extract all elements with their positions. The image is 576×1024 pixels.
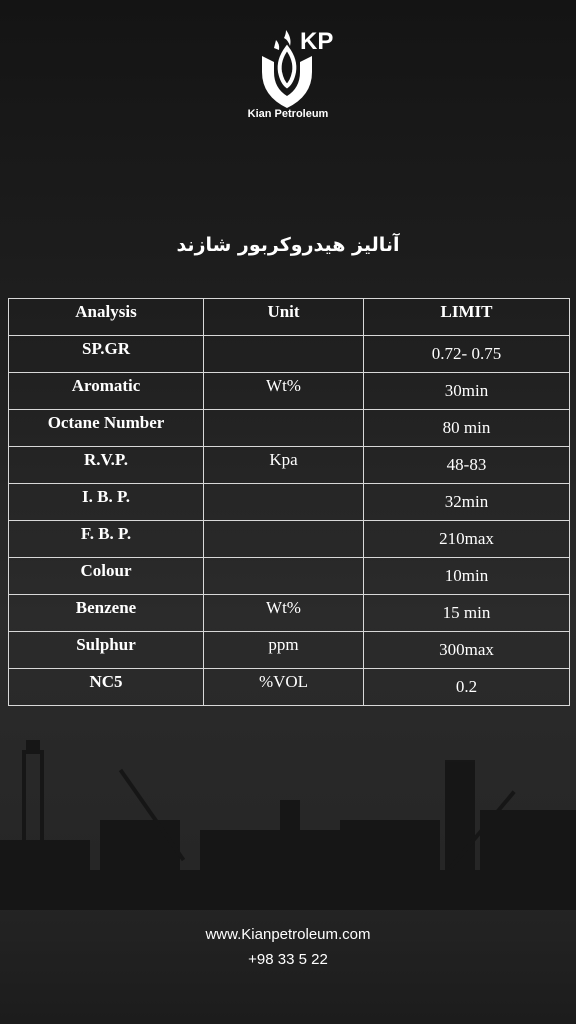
column-header-unit: Unit (204, 299, 364, 336)
column-header-analysis: Analysis (9, 299, 204, 336)
table-row (9, 595, 570, 632)
limit-cell: 0.2 (364, 669, 570, 706)
limit-cell: 210max (364, 521, 570, 558)
column-header-limit: LIMIT (364, 299, 570, 336)
page-title: آنالیز هیدروکربور شازند (176, 234, 400, 256)
limit-cell: 10min (364, 558, 570, 595)
limit-cell: 80 min (364, 410, 570, 447)
table-row (9, 521, 570, 558)
limit-cell: 15 min (364, 595, 570, 632)
unit-cell: Wt% (204, 595, 364, 632)
analysis-cell: Benzene (9, 595, 204, 632)
unit-cell (204, 336, 364, 373)
table-row (9, 373, 570, 410)
unit-cell (204, 558, 364, 595)
table-row (9, 336, 570, 373)
analysis-cell: Aromatic (9, 373, 204, 410)
limit-cell: 48-83 (364, 447, 570, 484)
oil-rig-silhouette (0, 720, 576, 910)
phone-number: +98 33 5 22 (248, 951, 328, 968)
brand-name: Kian Petroleum (247, 108, 329, 120)
unit-cell (204, 410, 364, 447)
unit-cell: Kpa (204, 447, 364, 484)
unit-cell: %VOL (204, 669, 364, 706)
table-row (9, 484, 570, 521)
limit-cell: 32min (364, 484, 570, 521)
table-row (9, 447, 570, 484)
analysis-table (8, 298, 570, 706)
unit-cell: ppm (204, 632, 364, 669)
unit-cell (204, 521, 364, 558)
unit-cell (204, 484, 364, 521)
analysis-cell: Octane Number (9, 410, 204, 447)
analysis-cell: NC5 (9, 669, 204, 706)
limit-cell: 300max (364, 632, 570, 669)
table-row (9, 410, 570, 447)
analysis-cell: I. B. P. (9, 484, 204, 521)
limit-cell: 0.72- 0.75 (364, 336, 570, 373)
brand-logo (0, 18, 576, 128)
unit-cell: Wt% (204, 373, 364, 410)
logo-letters: KP (300, 28, 334, 55)
table-row (9, 669, 570, 706)
limit-cell: 30min (364, 373, 570, 410)
website-link[interactable]: www.Kianpetroleum.com (205, 926, 371, 943)
table-row (9, 558, 570, 595)
analysis-cell: R.V.P. (9, 447, 204, 484)
analysis-cell: SP.GR (9, 336, 204, 373)
analysis-cell: Colour (9, 558, 204, 595)
analysis-cell: F. B. P. (9, 521, 204, 558)
table-row (9, 632, 570, 669)
analysis-cell: Sulphur (9, 632, 204, 669)
table-header-row (9, 299, 570, 336)
